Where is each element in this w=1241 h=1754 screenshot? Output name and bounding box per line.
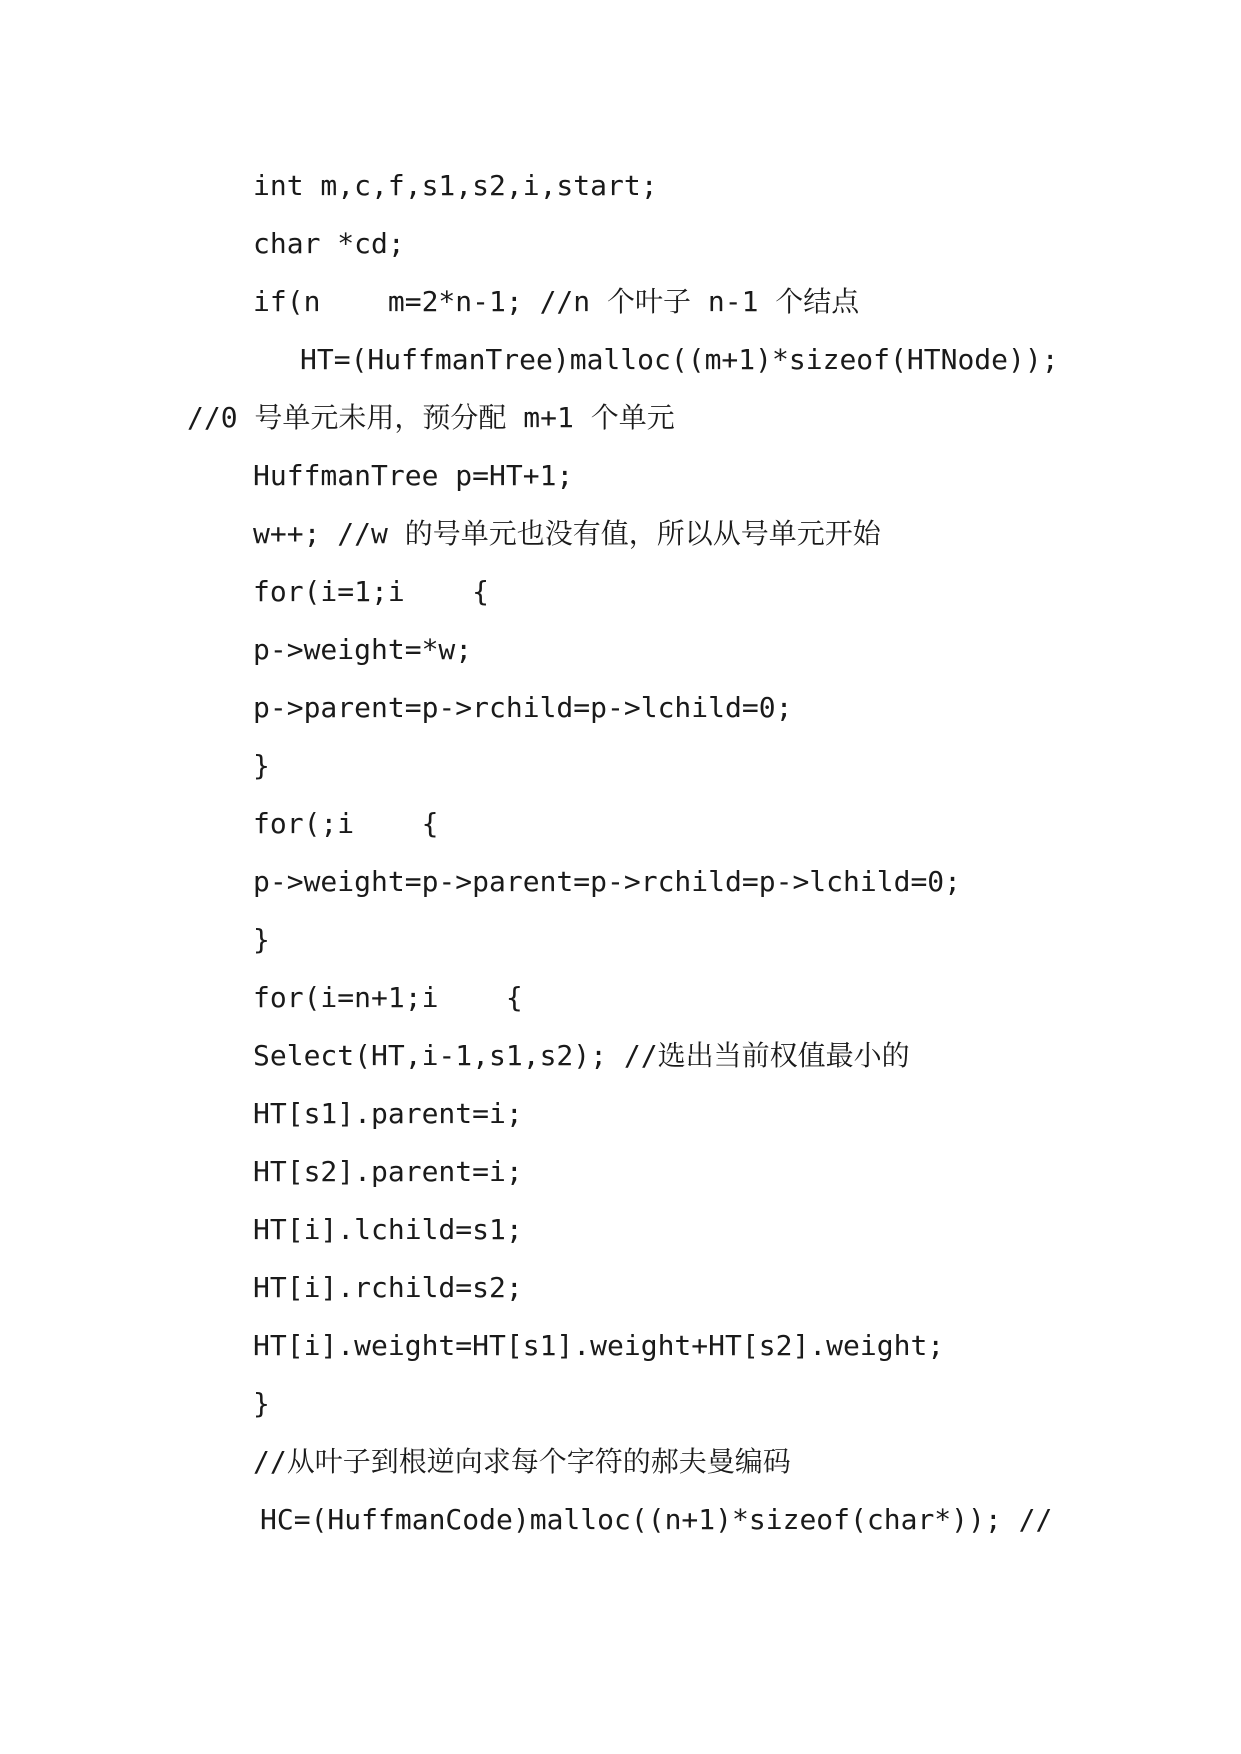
code-line: HT[i].rchild=s2; [253,1271,523,1304]
code-line: } [253,1387,270,1420]
code-line: HT[i].lchild=s1; [253,1213,523,1246]
code-line: p->parent=p->rchild=p->lchild=0; [253,691,793,724]
code-line: HT[s2].parent=i; [253,1155,523,1188]
code-line: Select(HT,i-1,s1,s2); //选出当前权值最小的 [253,1039,910,1072]
code-line: for(i=1;i { [253,575,490,608]
code-line: } [253,923,270,956]
code-line: //0 号单元未用，预分配 m+1 个单元 [187,401,675,434]
code-line: int m,c,f,s1,s2,i,start; [253,169,658,202]
code-line: HT[i].weight=HT[s1].weight+HT[s2].weight; [253,1329,945,1362]
code-line: HT[s1].parent=i; [253,1097,523,1130]
code-line: //从叶子到根逆向求每个字符的郝夫曼编码 [253,1445,791,1478]
code-line: p->weight=p->parent=p->rchild=p->lchild=0; [253,865,962,898]
code-line: w++; //w 的号单元也没有值，所以从号单元开始 [253,517,881,550]
code-line: p->weight=*w; [253,633,473,666]
code-line: for(;i { [253,807,439,840]
code-line: HT=(HuffmanTree)malloc((m+1)*sizeof(HTNode)); [300,343,1059,376]
code-line: HuffmanTree p=HT+1; [253,459,574,492]
code-line: for(i=n+1;i { [253,981,523,1014]
code-line: char *cd; [253,227,405,260]
code-line: HC=(HuffmanCode)malloc((n+1)*sizeof(char*)); // [260,1503,1053,1536]
code-line: } [253,749,270,782]
code-line: if(n m=2*n-1; //n 个叶子 n-1 个结点 [253,285,860,318]
